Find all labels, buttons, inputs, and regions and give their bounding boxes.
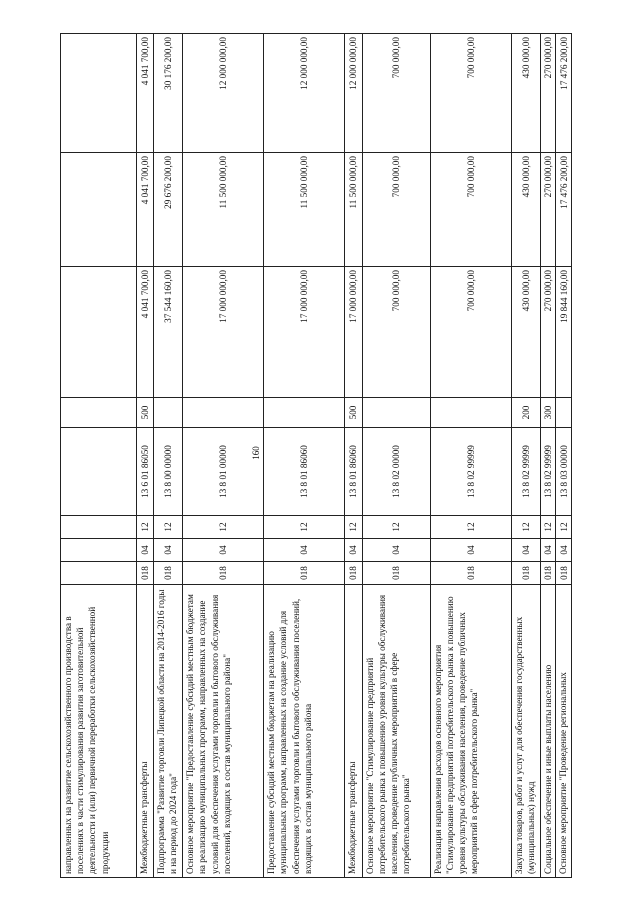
subsection-code-cell: 12: [540, 516, 556, 539]
expense-type-code-cell: [362, 398, 430, 428]
table-row: [362, 34, 430, 878]
section-code-cell: 04: [183, 539, 264, 562]
row-name-cell: Предоставление субсидий местным бюджетам на реализацию муниципальных программ, направленных на создание условий для обеспечения услугами торговли и бытового обслуживания поселений, входящих в состав муниципального района: [264, 585, 345, 878]
amount-year-1-cell: 19 844 160,00: [556, 267, 572, 398]
subsection-code-cell: 12: [556, 516, 572, 539]
expense-type-code-cell: 500: [136, 398, 154, 428]
amount-year-3-cell: 30 176 200,00: [154, 34, 183, 153]
amount-year-2-cell: 270 000,00: [540, 153, 556, 267]
target-article-code-cell: 13 8 01 86060: [264, 428, 345, 516]
expense-type-code-cell: [556, 398, 572, 428]
section-code-cell: 04: [345, 539, 363, 562]
subsection-code-cell: 12: [345, 516, 363, 539]
amount-year-1-cell: 17 000 000,00: [183, 267, 264, 398]
admin-code-cell: 018: [540, 562, 556, 585]
amount-year-3-cell: 12 000 000,00: [345, 34, 363, 153]
table-row: [183, 34, 264, 878]
budget-table-sheet: [60, 33, 572, 878]
subsection-code-cell: 12: [511, 516, 540, 539]
section-code-cell: 04: [511, 539, 540, 562]
amount-year-2-cell: 430 000,00: [511, 153, 540, 267]
subsection-code-cell: [61, 516, 137, 539]
table-row: [61, 34, 137, 878]
amount-year-2-cell: 11 500 000,00: [345, 153, 363, 267]
admin-code-cell: 018: [556, 562, 572, 585]
target-article-code-cell: 13 8 02 99999: [540, 428, 556, 516]
amount-year-2-cell: 17 476 200,00: [556, 153, 572, 267]
target-article-code-cell: 13 8 00 00000: [154, 428, 183, 516]
target-article-code-cell: 13 8 02 99999: [430, 428, 511, 516]
target-article-code-cell: 13 8 02 00000: [362, 428, 430, 516]
subsection-code-cell: 12: [362, 516, 430, 539]
section-code-cell: 04: [136, 539, 154, 562]
row-name-cell: Закупка товаров, работ и услуг для обеспечения государственных (муниципальных) нужд: [511, 585, 540, 878]
row-name-cell: Реализация направления расходов основного мероприятия "Стимулирование предприятий потребительского рынка к повышению уровня культуры обслуживания населения, проведение публичных мероприятий в сфере потребительского рынка": [430, 585, 511, 878]
row-name-cell: направленных на развитие сельскохозяйственного производства в поселениях в части стимулирования развития заготовительной деятельности и (или) первичной переработки сельскохозяйственной продукции: [61, 585, 137, 878]
row-name-cell: Основное мероприятие "Стимулирование предприятий потребительского рынка к повышению уровня культуры обслуживания населения, проведение публичных мероприятий в сфере потребительского рынка": [362, 585, 430, 878]
amount-year-3-cell: [61, 34, 137, 153]
amount-year-1-cell: 4 041 700,00: [136, 267, 154, 398]
expense-type-code-cell: 300: [540, 398, 556, 428]
amount-year-2-cell: 700 000,00: [362, 153, 430, 267]
expense-type-code-cell: [61, 398, 137, 428]
amount-year-2-cell: 11 500 000,00: [183, 153, 264, 267]
row-name-cell: Основное мероприятие "Проведение региональных: [556, 585, 572, 878]
row-name-cell: Межбюджетные трансферты: [136, 585, 154, 878]
row-name-cell: Основное мероприятие "Предоставление субсидий местным бюджетам на реализацию муниципальных программ, направленных на создание условий для обеспечения услугами торговли и бытового обслуживания поселений, входящих в состав муниципального района": [183, 585, 264, 878]
amount-year-2-cell: 11 500 000,00: [264, 153, 345, 267]
row-name-cell: Подпрограмма "Развитие торговли Липецкой области на 2014-2016 годы и на период до 2024 года": [154, 585, 183, 878]
table-row: [511, 34, 540, 878]
expense-type-code-cell: 200: [511, 398, 540, 428]
row-name-cell: Межбюджетные трансферты: [345, 585, 363, 878]
amount-year-1-cell: 700 000,00: [430, 267, 511, 398]
admin-code-cell: 018: [154, 562, 183, 585]
amount-year-3-cell: 12 000 000,00: [183, 34, 264, 153]
subsection-code-cell: 12: [183, 516, 264, 539]
table-row: [430, 34, 511, 878]
amount-year-3-cell: 430 000,00: [511, 34, 540, 153]
table-row: [136, 34, 154, 878]
admin-code-cell: 018: [430, 562, 511, 585]
table-row: [556, 34, 572, 878]
subsection-code-cell: 12: [154, 516, 183, 539]
amount-year-3-cell: 700 000,00: [362, 34, 430, 153]
expense-type-code-cell: [264, 398, 345, 428]
amount-year-1-cell: 270 000,00: [540, 267, 556, 398]
section-code-cell: 04: [556, 539, 572, 562]
admin-code-cell: [61, 562, 137, 585]
budget-table-body: [61, 34, 572, 878]
amount-year-1-cell: 17 000 000,00: [264, 267, 345, 398]
amount-year-1-cell: 37 544 160,00: [154, 267, 183, 398]
target-article-code-cell: 13 8 03 00000: [556, 428, 572, 516]
section-code-cell: 04: [540, 539, 556, 562]
section-code-cell: 04: [362, 539, 430, 562]
amount-year-2-cell: 700 000,00: [430, 153, 511, 267]
page-number: 160: [251, 446, 261, 460]
budget-table: [60, 33, 572, 878]
amount-year-3-cell: 700 000,00: [430, 34, 511, 153]
table-row: [345, 34, 363, 878]
subsection-code-cell: 12: [430, 516, 511, 539]
section-code-cell: 04: [430, 539, 511, 562]
target-article-code-cell: 13 8 01 86060: [345, 428, 363, 516]
table-row: [154, 34, 183, 878]
amount-year-3-cell: 270 000,00: [540, 34, 556, 153]
amount-year-1-cell: 700 000,00: [362, 267, 430, 398]
admin-code-cell: 018: [183, 562, 264, 585]
amount-year-1-cell: [61, 267, 137, 398]
admin-code-cell: 018: [345, 562, 363, 585]
amount-year-3-cell: 4 041 700,00: [136, 34, 154, 153]
admin-code-cell: 018: [264, 562, 345, 585]
amount-year-2-cell: [61, 153, 137, 267]
admin-code-cell: 018: [511, 562, 540, 585]
expense-type-code-cell: [154, 398, 183, 428]
expense-type-code-cell: 500: [345, 398, 363, 428]
amount-year-3-cell: 12 000 000,00: [264, 34, 345, 153]
rotated-table-container: [60, 33, 572, 878]
table-row: [264, 34, 345, 878]
row-name-cell: Социальное обеспечение и иные выплаты населению: [540, 585, 556, 878]
section-code-cell: 04: [264, 539, 345, 562]
admin-code-cell: 018: [362, 562, 430, 585]
admin-code-cell: 018: [136, 562, 154, 585]
amount-year-1-cell: 17 000 000,00: [345, 267, 363, 398]
target-article-code-cell: 13 8 02 99999: [511, 428, 540, 516]
amount-year-2-cell: 4 041 700,00: [136, 153, 154, 267]
section-code-cell: 04: [154, 539, 183, 562]
target-article-code-cell: [61, 428, 137, 516]
amount-year-3-cell: 17 476 200,00: [556, 34, 572, 153]
subsection-code-cell: 12: [264, 516, 345, 539]
table-row: [540, 34, 556, 878]
expense-type-code-cell: [430, 398, 511, 428]
subsection-code-cell: 12: [136, 516, 154, 539]
section-code-cell: [61, 539, 137, 562]
target-article-code-cell: 13 6 01 86050: [136, 428, 154, 516]
target-article-code-cell: 13 8 01 00000: [183, 428, 264, 516]
amount-year-1-cell: 430 000,00: [511, 267, 540, 398]
expense-type-code-cell: [183, 398, 264, 428]
amount-year-2-cell: 29 676 200,00: [154, 153, 183, 267]
